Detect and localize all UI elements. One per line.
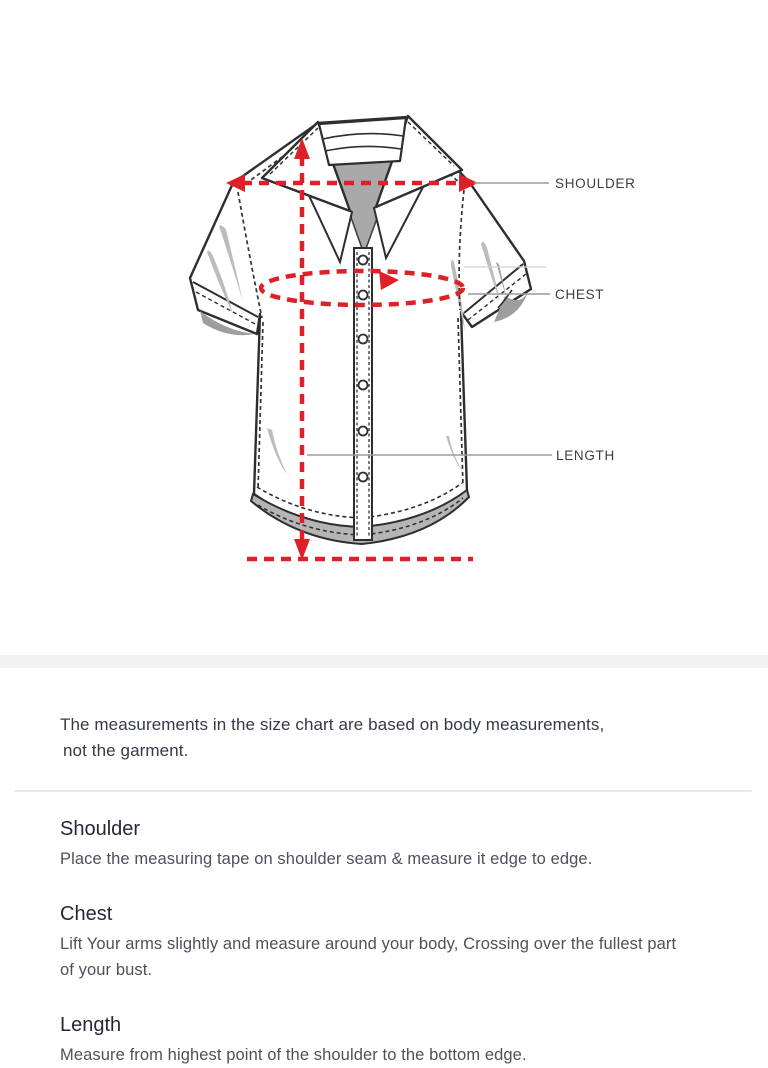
instruction-sections — [60, 816, 708, 1068]
shoulder-label: SHOULDER — [555, 176, 636, 191]
note-line-1: The measurements in the size chart are based on body measurements, — [60, 715, 605, 734]
note-line-2: not the garment. — [63, 741, 189, 760]
section-description: Place the measuring tape on shoulder seam & measure it edge to edge. — [60, 850, 593, 868]
section-title: Length — [60, 1014, 122, 1036]
measurement-note — [60, 712, 728, 764]
section-length — [60, 1012, 708, 1068]
section-title: Shoulder — [60, 818, 141, 840]
measure-labels — [555, 176, 636, 463]
section-shoulder — [60, 816, 708, 872]
section-description: Lift Your arms slightly and measure around your body, Crossing over the fullest part of your bust. — [60, 935, 677, 979]
section-title: Chest — [60, 903, 113, 925]
chest-label: CHEST — [555, 287, 605, 302]
button-placket — [354, 248, 372, 540]
thin-divider — [14, 790, 752, 792]
section-divider-bar — [0, 655, 768, 668]
section-chest — [60, 901, 708, 983]
length-label: LENGTH — [556, 448, 615, 463]
section-description: Measure from highest point of the shoulder to the bottom edge. — [60, 1046, 527, 1064]
